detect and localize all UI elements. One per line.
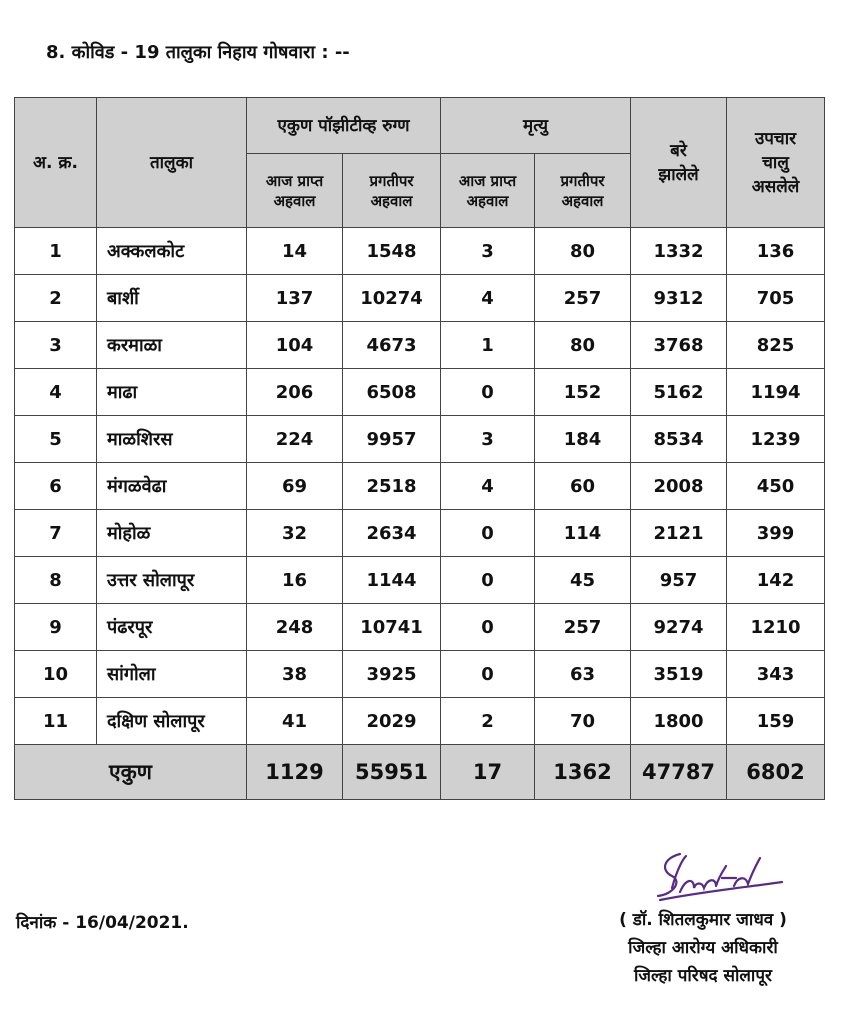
total-positive-today: 1129 [247, 745, 343, 800]
table-row [15, 604, 825, 651]
report-heading: 8. कोविड - 19 तालुका निहाय गोषवारा : -- [46, 42, 350, 63]
under-treatment-cell: 136 [727, 228, 825, 275]
under-treatment-cell: 1239 [727, 416, 825, 463]
positive-progressive-cell: 1144 [343, 557, 441, 604]
table-row [15, 651, 825, 698]
taluka-cell: दक्षिण सोलापूर [97, 698, 247, 745]
under-treatment-cell: 399 [727, 510, 825, 557]
under-treatment-cell: 343 [727, 651, 825, 698]
positive-today-cell: 69 [247, 463, 343, 510]
positive-progressive-cell: 2518 [343, 463, 441, 510]
death-today-cell: 3 [441, 416, 535, 463]
recovered-cell: 1800 [631, 698, 727, 745]
positive-progressive-cell: 9957 [343, 416, 441, 463]
death-today-cell: 2 [441, 698, 535, 745]
death-today-cell: 0 [441, 651, 535, 698]
recovered-cell: 3519 [631, 651, 727, 698]
positive-today-cell: 137 [247, 275, 343, 322]
taluka-cell: मोहोळ [97, 510, 247, 557]
taluka-cell: माळशिरस [97, 416, 247, 463]
positive-today-cell: 248 [247, 604, 343, 651]
death-progressive-cell: 80 [535, 228, 631, 275]
death-today-cell: 4 [441, 275, 535, 322]
under-treatment-cell: 450 [727, 463, 825, 510]
positive-today-cell: 32 [247, 510, 343, 557]
death-progressive-cell: 63 [535, 651, 631, 698]
death-today-cell: 0 [441, 604, 535, 651]
recovered-cell: 9274 [631, 604, 727, 651]
serial-cell: 1 [15, 228, 97, 275]
header-recovered: बरे झालेले [631, 98, 727, 228]
positive-progressive-cell: 2634 [343, 510, 441, 557]
officer-signature [650, 848, 790, 906]
taluka-summary-table [14, 97, 825, 800]
taluka-cell: मंगळवेढा [97, 463, 247, 510]
header-death-group: मृत्यु [441, 98, 631, 154]
serial-cell: 6 [15, 463, 97, 510]
officer-name: ( डॉ. शितलकुमार जाधव ) [619, 910, 787, 930]
positive-today-cell: 41 [247, 698, 343, 745]
death-progressive-cell: 60 [535, 463, 631, 510]
table-row [15, 228, 825, 275]
table-row [15, 557, 825, 604]
table-row [15, 275, 825, 322]
header-positive-progressive: प्रगतीपर अहवाल [343, 154, 441, 228]
death-today-cell: 0 [441, 510, 535, 557]
positive-progressive-cell: 10274 [343, 275, 441, 322]
serial-cell: 5 [15, 416, 97, 463]
total-death-progressive: 1362 [535, 745, 631, 800]
death-progressive-cell: 45 [535, 557, 631, 604]
total-positive-progressive: 55951 [343, 745, 441, 800]
recovered-cell: 3768 [631, 322, 727, 369]
death-today-cell: 3 [441, 228, 535, 275]
positive-today-cell: 14 [247, 228, 343, 275]
total-under-treatment: 6802 [727, 745, 825, 800]
header-positive-today: आज प्राप्त अहवाल [247, 154, 343, 228]
table-row [15, 322, 825, 369]
taluka-cell: करमाळा [97, 322, 247, 369]
header-positive-group: एकुण पॉझीटीव्ह रुग्ण [247, 98, 441, 154]
serial-cell: 4 [15, 369, 97, 416]
taluka-cell: पंढरपूर [97, 604, 247, 651]
positive-today-cell: 16 [247, 557, 343, 604]
under-treatment-cell: 825 [727, 322, 825, 369]
table-row [15, 698, 825, 745]
table-row [15, 510, 825, 557]
death-today-cell: 0 [441, 557, 535, 604]
death-progressive-cell: 152 [535, 369, 631, 416]
recovered-cell: 8534 [631, 416, 727, 463]
death-today-cell: 1 [441, 322, 535, 369]
header-serial: अ. क्र. [15, 98, 97, 228]
serial-cell: 2 [15, 275, 97, 322]
recovered-cell: 957 [631, 557, 727, 604]
serial-cell: 10 [15, 651, 97, 698]
officer-block [568, 906, 838, 990]
total-death-today: 17 [441, 745, 535, 800]
taluka-cell: बार्शी [97, 275, 247, 322]
positive-progressive-cell: 3925 [343, 651, 441, 698]
table-row [15, 416, 825, 463]
positive-progressive-cell: 2029 [343, 698, 441, 745]
recovered-cell: 1332 [631, 228, 727, 275]
under-treatment-cell: 1194 [727, 369, 825, 416]
table-body [15, 228, 825, 745]
death-progressive-cell: 257 [535, 275, 631, 322]
officer-designation: जिल्हा आरोग्य अधिकारी [628, 938, 778, 958]
total-row [15, 745, 825, 800]
death-progressive-cell: 70 [535, 698, 631, 745]
serial-cell: 7 [15, 510, 97, 557]
serial-cell: 9 [15, 604, 97, 651]
report-date: दिनांक - 16/04/2021. [16, 913, 189, 933]
recovered-cell: 2121 [631, 510, 727, 557]
total-label: एकुण [15, 745, 247, 800]
positive-today-cell: 104 [247, 322, 343, 369]
positive-progressive-cell: 4673 [343, 322, 441, 369]
positive-progressive-cell: 1548 [343, 228, 441, 275]
positive-progressive-cell: 6508 [343, 369, 441, 416]
serial-cell: 3 [15, 322, 97, 369]
positive-today-cell: 224 [247, 416, 343, 463]
death-today-cell: 0 [441, 369, 535, 416]
death-today-cell: 4 [441, 463, 535, 510]
death-progressive-cell: 257 [535, 604, 631, 651]
taluka-cell: अक्कलकोट [97, 228, 247, 275]
recovered-cell: 5162 [631, 369, 727, 416]
header-taluka: तालुका [97, 98, 247, 228]
header-death-today: आज प्राप्त अहवाल [441, 154, 535, 228]
under-treatment-cell: 705 [727, 275, 825, 322]
under-treatment-cell: 159 [727, 698, 825, 745]
serial-cell: 8 [15, 557, 97, 604]
header-death-progressive: प्रगतीपर अहवाल [535, 154, 631, 228]
serial-cell: 11 [15, 698, 97, 745]
recovered-cell: 9312 [631, 275, 727, 322]
under-treatment-cell: 1210 [727, 604, 825, 651]
death-progressive-cell: 184 [535, 416, 631, 463]
death-progressive-cell: 114 [535, 510, 631, 557]
taluka-cell: माढा [97, 369, 247, 416]
officer-office: जिल्हा परिषद सोलापूर [634, 966, 772, 986]
positive-today-cell: 38 [247, 651, 343, 698]
positive-today-cell: 206 [247, 369, 343, 416]
taluka-cell: सांगोला [97, 651, 247, 698]
under-treatment-cell: 142 [727, 557, 825, 604]
total-recovered: 47787 [631, 745, 727, 800]
header-under-treatment: उपचार चालु असलेले [727, 98, 825, 228]
table-row [15, 369, 825, 416]
table-row [15, 463, 825, 510]
death-progressive-cell: 80 [535, 322, 631, 369]
taluka-cell: उत्तर सोलापूर [97, 557, 247, 604]
recovered-cell: 2008 [631, 463, 727, 510]
positive-progressive-cell: 10741 [343, 604, 441, 651]
